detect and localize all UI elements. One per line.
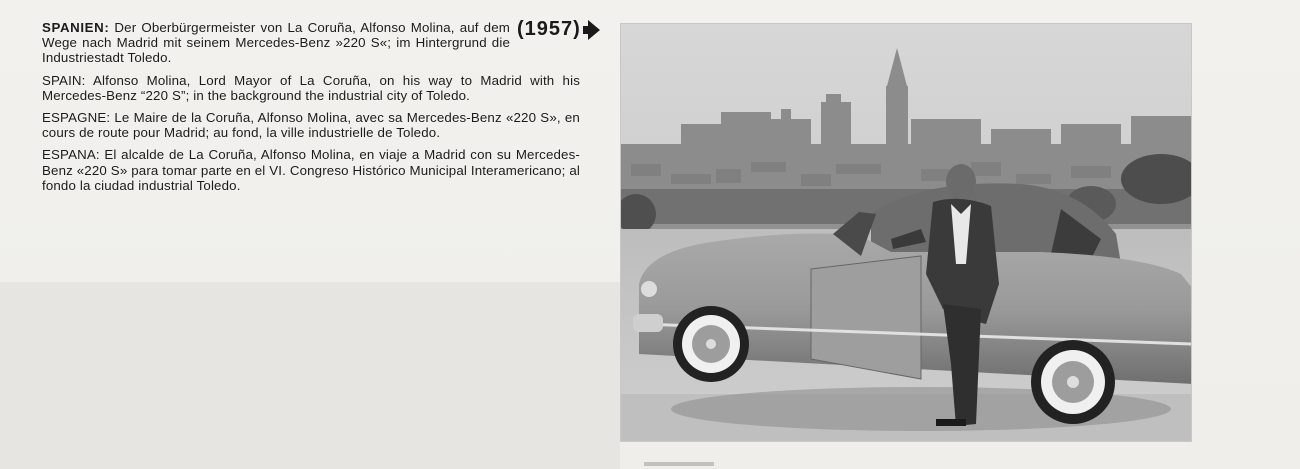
caption-column <box>42 20 580 200</box>
caption-spanish <box>42 147 580 193</box>
arrow-right-icon <box>588 20 600 40</box>
caption-german-country: SPANIEN: <box>42 20 110 35</box>
caption-english-country: SPAIN: <box>42 72 86 88</box>
caption-english <box>42 73 580 103</box>
blank-paper-area <box>0 282 620 469</box>
print-fleck <box>644 462 714 466</box>
rear-wheel <box>1031 340 1115 424</box>
caption-english-text: Alfonso Molina, Lord Mayor of La Coruña, on his way to Madrid with his Mercedes-Benz “220 S”; in the background the industrial city of Toledo. <box>42 72 580 103</box>
front-wheel <box>673 306 749 382</box>
caption-french <box>42 110 580 140</box>
caption-french-country: ESPAGNE: <box>42 110 111 126</box>
year-marker <box>517 18 600 41</box>
year-value: 1957 <box>524 18 574 40</box>
photo-illustration <box>621 24 1192 442</box>
year-label: (1957) <box>517 18 581 40</box>
caption-german-text: Der Oberbürgermeister von La Coruña, Alfonso Molina, auf dem Wege nach Madrid mit seinem Mercedes-Benz »220 S«; im Hintergrund die Industriestadt Toledo. <box>42 20 510 66</box>
caption-spanish-country: ESPANA: <box>42 147 100 163</box>
caption-spanish-text: El alcalde de La Coruña, Alfonso Molina, en viaje a Madrid con su Mercedes-Benz «220 S» para tomar parte en el VI. Congreso Histórico Municipal Interamericano; al fondo la ciudad industrial Toledo. <box>42 147 580 193</box>
caption-german <box>42 20 510 66</box>
photo-mercedes-toledo <box>620 23 1192 442</box>
caption-french-text: Le Maire de la Coruña, Alfonso Molina, avec sa Mercedes-Benz «220 S», en cours de route pour Madrid; au fond, la ville industrielle de Toledo. <box>42 110 580 141</box>
